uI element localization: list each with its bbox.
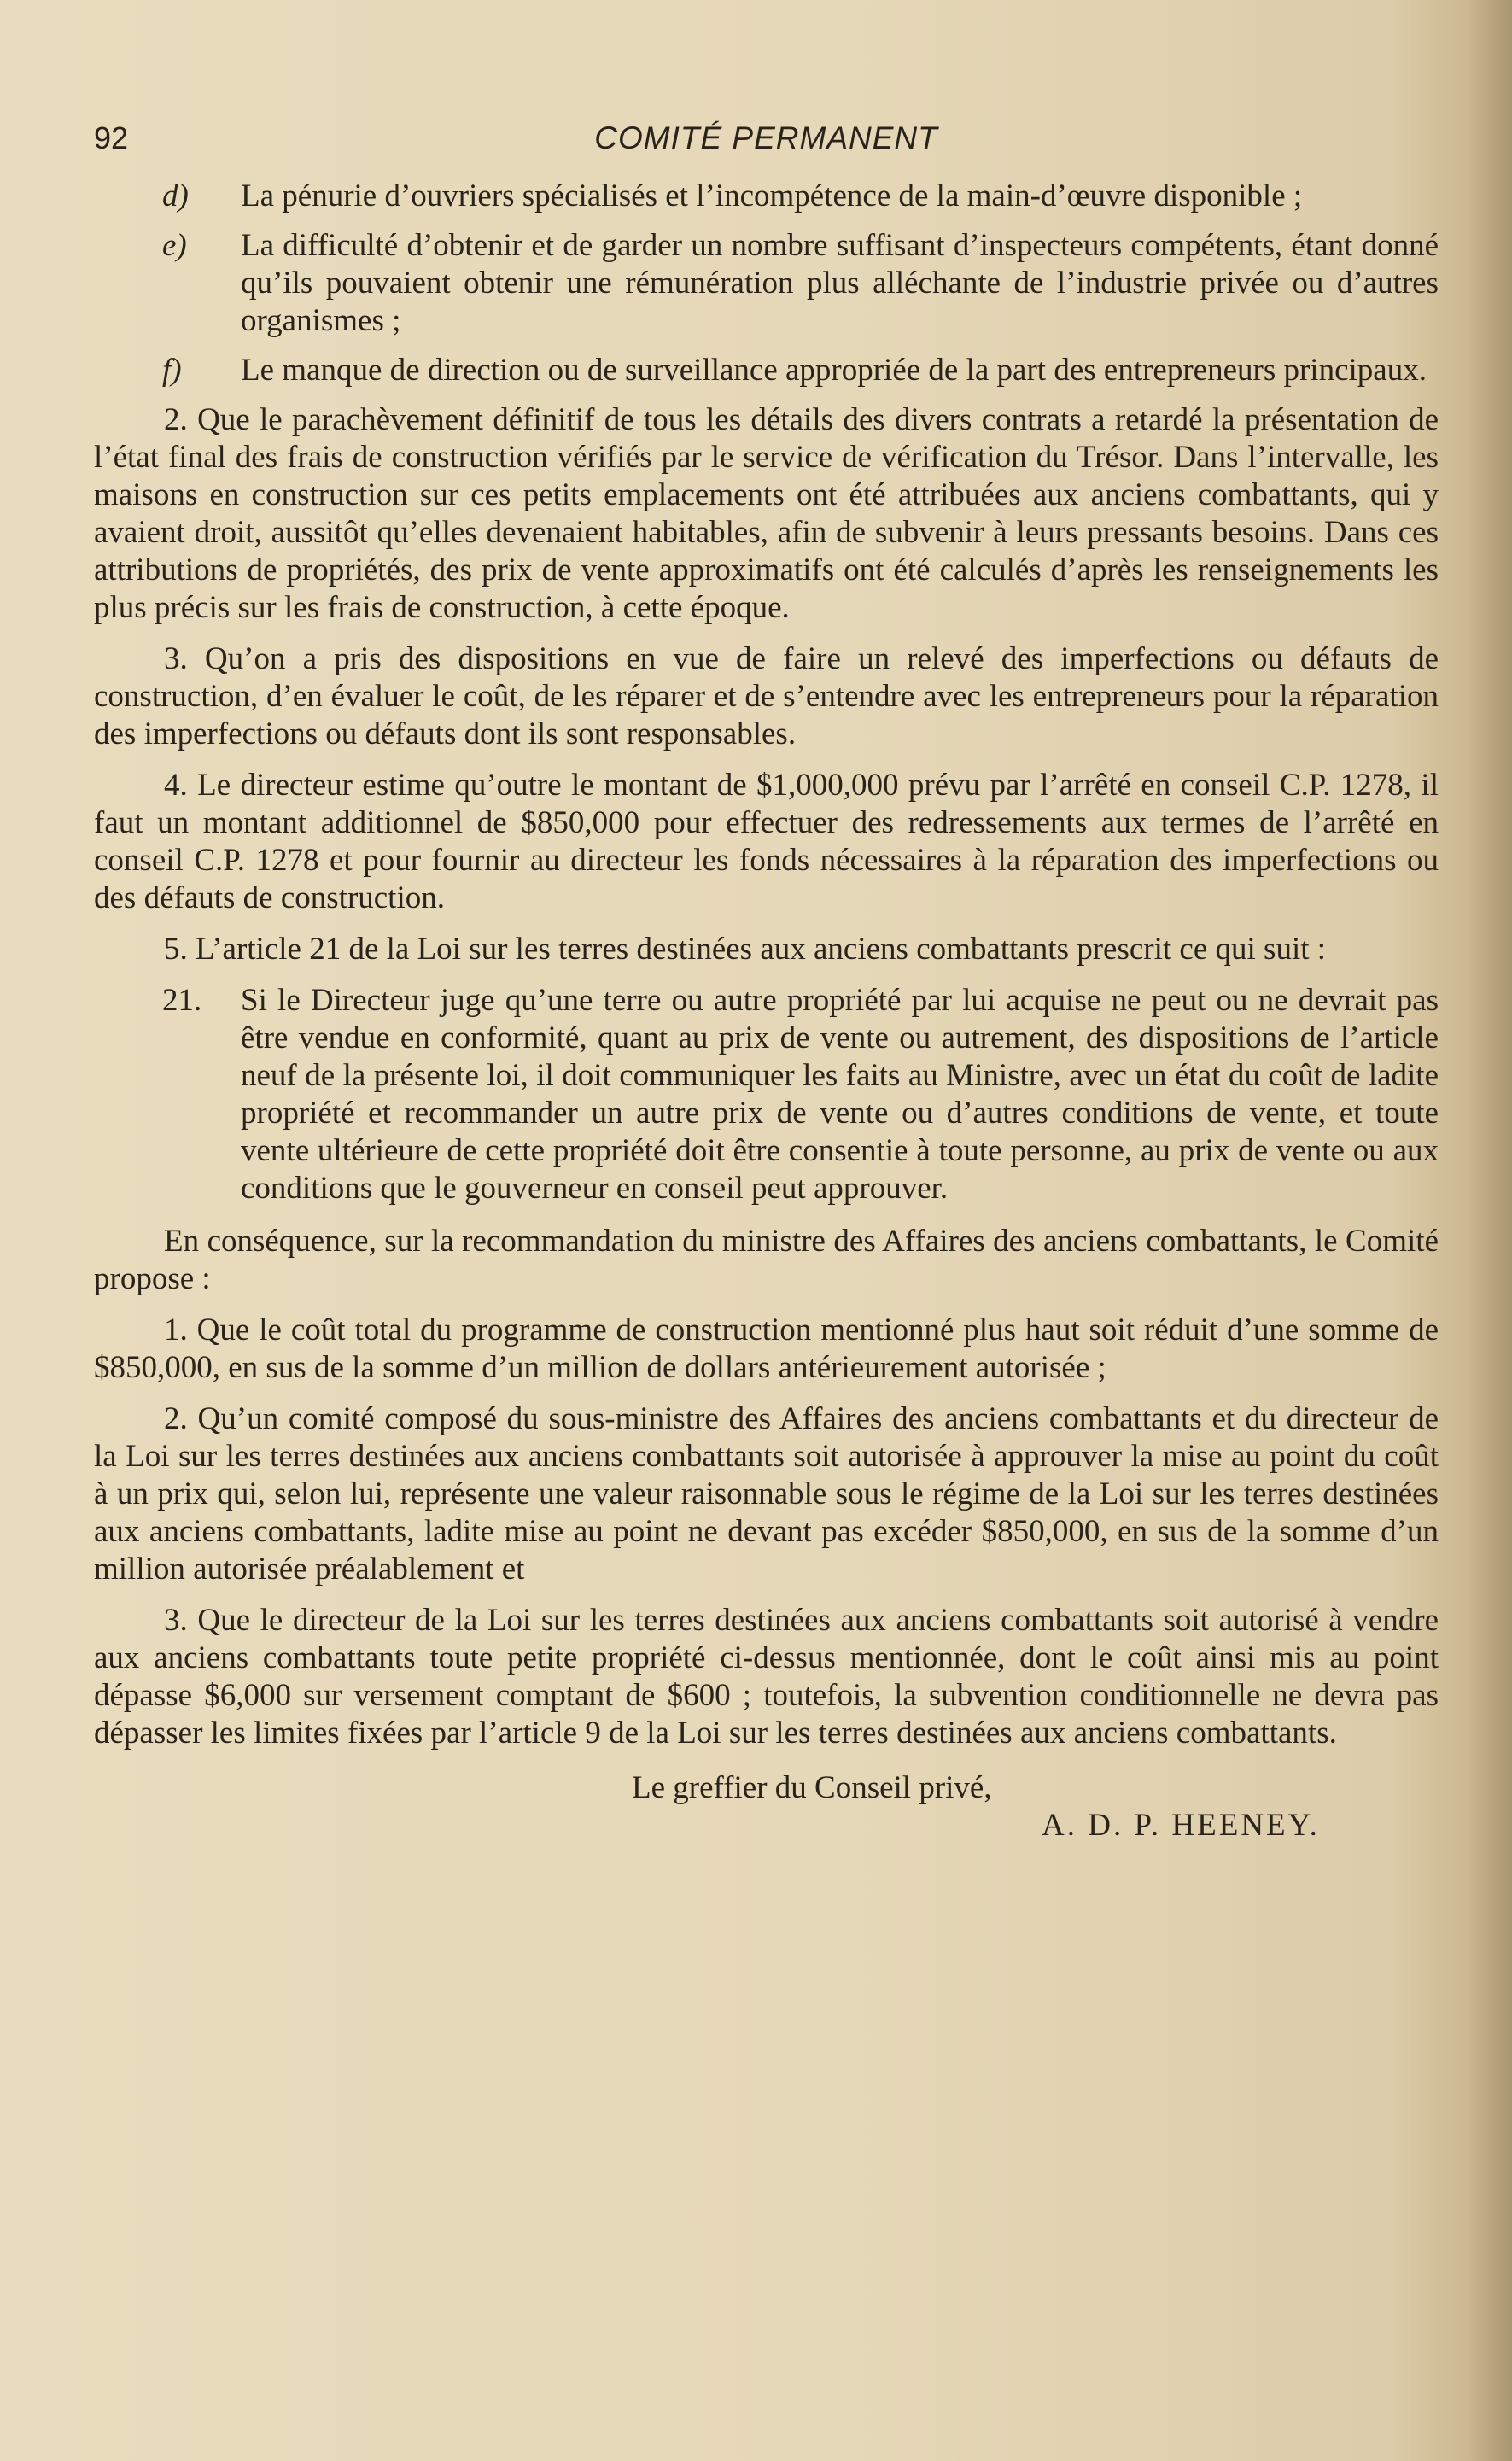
signature-block xyxy=(94,1769,1439,1844)
proposal-3: 3. Que le directeur de la Loi sur les terres destinées aux anciens combattants soit autorisé à vendre aux anciens combattants toute petite propriété ci-dessus mentionnée, dont le coût ainsi mis au point dépasse $6,000 sur versement comptant de $600 ; toutefois, la subvention conditionnelle ne devra pas dépasser les limites fixées par l’article 9 de la Loi sur les terres destinées aux anciens combattants. xyxy=(94,1603,1439,1751)
paragraph-2: 2. Que le parachèvement définitif de tous les détails des divers contrats a retardé la présentation de l’état final des frais de construction vérifiés par le service de vérification du Trésor. Dans l’intervalle, les maisons en construction sur ces petits emplacements ont été attribuées aux anciens combattants, qui y avaient droit, aussitôt qu’elles devenaient habitables, afin de subvenir à leurs pressants besoins. Dans ces attributions de propriétés, des prix de vente approximatifs ont été calculés d’après les renseignements les plus précis sur les frais de construction, à cette époque. xyxy=(94,402,1439,625)
signature-name: A. D. P. HEENEY. xyxy=(1042,1808,1320,1843)
list-item-text: La pénurie d’ouvriers spécialisés et l’incompétence de la main-d’œuvre disponible ; xyxy=(241,178,1303,213)
proposal-2: 2. Qu’un comité composé du sous-ministre des Affaires des anciens combattants et du directeur de la Loi sur les terres destinées aux anciens combattants soit autorisée à approuver la mise au point du coût à un prix qui, selon lui, représente une valeur raisonnable sous le régime de la Loi sur les terres destinées aux anciens combattants, ladite mise au point ne devant pas excéder $850,000, en sus de la somme d’un million autorisée préalablement et xyxy=(94,1401,1439,1587)
document-page xyxy=(94,111,1439,1844)
list-item-f xyxy=(162,352,1439,389)
list-marker: e) xyxy=(162,228,187,263)
paragraph-5: 5. L’article 21 de la Loi sur les terres destinées aux anciens combattants prescrit ce qui suit : xyxy=(164,932,1327,967)
list-item-e xyxy=(162,227,1439,340)
article-text: Si le Directeur juge qu’une terre ou autre propriété par lui acquise ne peut ou ne devrait pas être vendue en conformité, quant au prix de vente ou autrement, des dispositions de l’article neuf de la présente loi, il doit communiquer les faits au Ministre, avec un état du coût de ladite propriété et recommander un autre prix de vente ou d’autres conditions de vente, et toute vente ultérieure de cette propriété doit être consentie à toute personne, au prix de vente ou aux conditions que le gouverneur en conseil peut approuver. xyxy=(241,983,1439,1206)
paragraph-4: 4. Le directeur estime qu’outre le montant de $1,000,000 prévu par l’arrêté en conseil C.P. 1278, il faut un montant additionnel de $850,000 pour effectuer des redressements aux termes de l’arrêté en conseil C.P. 1278 et pour fournir au directeur les fonds nécessaires à la réparation des imperfections ou des défauts de construction. xyxy=(94,768,1439,915)
paragraph-3: 3. Qu’on a pris des dispositions en vue de faire un relevé des imperfections ou défauts de construction, d’en évaluer le coût, de les réparer et de s’entendre avec les entrepreneurs pour la réparation des imperfections ou défauts dont ils sont responsables. xyxy=(94,641,1439,751)
recommendation-intro: En conséquence, sur la recommandation du ministre des Affaires des anciens combattants, le Comité propose : xyxy=(94,1224,1439,1296)
page-header xyxy=(94,111,1439,162)
article-number: 21. xyxy=(162,983,202,1018)
lettered-list xyxy=(94,178,1439,389)
list-marker: f) xyxy=(162,353,182,388)
list-item-text: La difficulté d’obtenir et de garder un nombre suffisant d’inspecteurs compétents, étant donné qu’ils pouvaient obtenir une rémunération plus alléchante de l’industrie privée ou d’autres organismes ; xyxy=(241,228,1439,338)
list-item-d xyxy=(162,178,1439,215)
proposal-1: 1. Que le coût total du programme de construction mentionné plus haut soit réduit d’une somme de $850,000, en sus de la somme d’un million de dollars antérieurement autorisée ; xyxy=(94,1312,1439,1385)
list-marker: d) xyxy=(162,178,189,213)
signature-title: Le greffier du Conseil privé, xyxy=(632,1770,992,1805)
list-item-text: Le manque de direction ou de surveillance appropriée de la part des entrepreneurs principaux. xyxy=(241,353,1427,388)
page-number: 92 xyxy=(94,120,129,155)
quoted-article-21 xyxy=(162,982,1439,1207)
running-title: COMITÉ PERMANENT xyxy=(594,120,938,155)
